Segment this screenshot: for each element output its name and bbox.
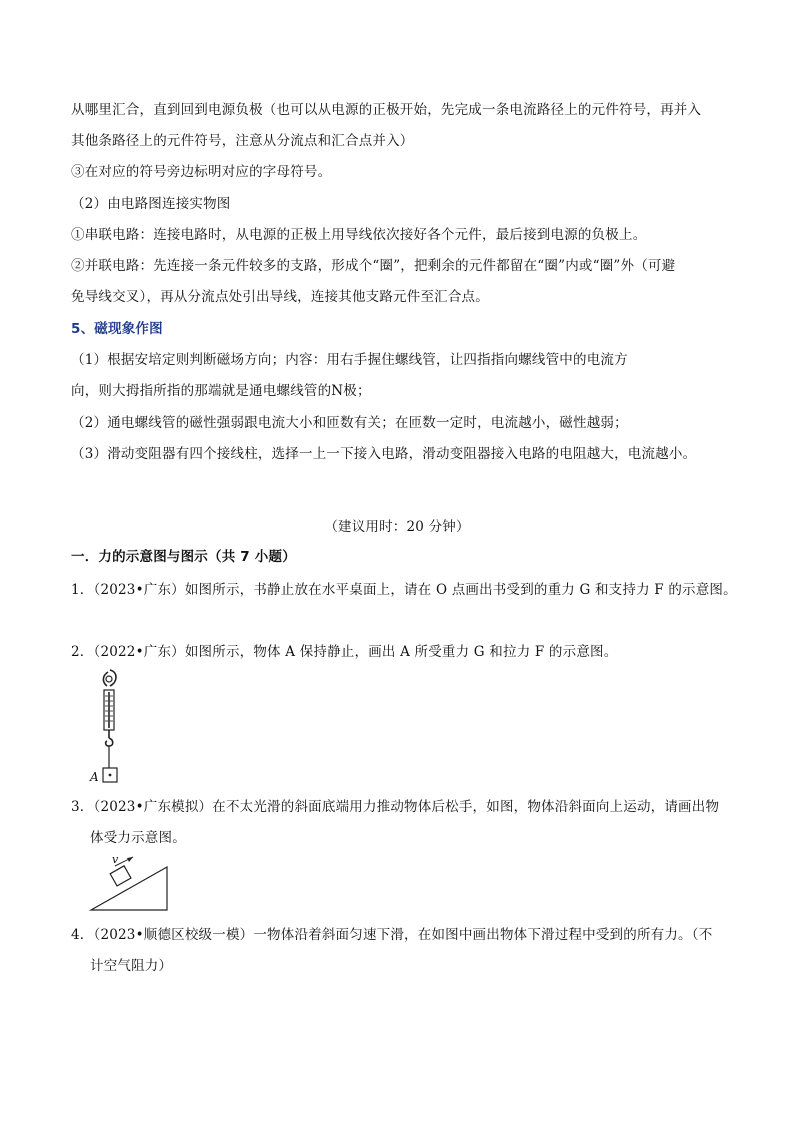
- block-a-label: A: [90, 770, 99, 784]
- body-line-6: ②并联电路：先连接一条元件较多的支路，形成个“圈”，把剩余的元件都留在“圈”内或“圈”外（可避: [71, 258, 676, 274]
- body-line-5: ①串联电路：连接电路时，从电源的正极上用导线依次接好各个元件，最后接到电源的负极上。: [71, 227, 647, 243]
- suggested-time: （建议用时：20 分钟）: [324, 519, 470, 535]
- body-line-3: ③在对应的符号旁边标明对应的字母符号。: [71, 164, 332, 180]
- section5-heading: 5、磁现象作图: [71, 321, 163, 337]
- question-1-line-1: 1．（2023•广东）如图所示，书静止放在水平桌面上，请在 O 点画出书受到的重力 G 和支持力 F 的示意图。: [71, 582, 737, 598]
- body-line-1: 从哪里汇合，直到回到电源负极（也可以从电源的正极开始，先完成一条电流路径上的元件符号，再并入: [71, 102, 702, 118]
- question-4-line-2: 计空气阻力）: [90, 958, 173, 974]
- question-3-line-1: 3．（2023•广东模拟）在不太光滑的斜面底端用力推动物体后松手，如图，物体沿斜面向上运动，请画出物: [71, 799, 720, 815]
- question-2-line-1: 2．（2022•广东）如图所示，物体 A 保持静止，画出 A 所受重力 G 和拉力 F 的示意图。: [71, 644, 618, 660]
- question-3-line-2: 体受力示意图。: [90, 830, 186, 846]
- incline-figure: [90, 852, 172, 914]
- section5-line-4: （3）滑动变阻器有四个接线柱，选择一上一下接入电路，滑动变阻器接入电路的电阻越大，电流越小。: [71, 446, 697, 462]
- section5-line-1: （1）根据安培定则判断磁场方向；内容：用右手握住螺线管，让四指指向螺线管中的电流方: [71, 352, 628, 368]
- body-line-4: （2）由电路图连接实物图: [71, 196, 231, 212]
- velocity-label: v: [112, 853, 119, 866]
- section5-line-2: 向，则大拇指所指的那端就是通电螺线管的N极；: [71, 383, 371, 399]
- question-4-line-1: 4．（2023•顺德区校级一模）一物体沿着斜面匀速下滑，在如图中画出物体下滑过程中受到的所有力。（不: [71, 927, 713, 943]
- part1-heading: 一．力的示意图与图示（共 7 小题）: [71, 549, 296, 565]
- body-line-7: 免导线交叉），再从分流点处引出导线，连接其他支路元件至汇合点。: [71, 289, 489, 305]
- body-line-2: 其他条路径上的元件符号，注意从分流点和汇合点并入）: [71, 133, 414, 149]
- section5-line-3: （2）通电螺线管的磁性强弱跟电流大小和匝数有关；在匝数一定时，电流越小，磁性越弱；: [71, 415, 628, 431]
